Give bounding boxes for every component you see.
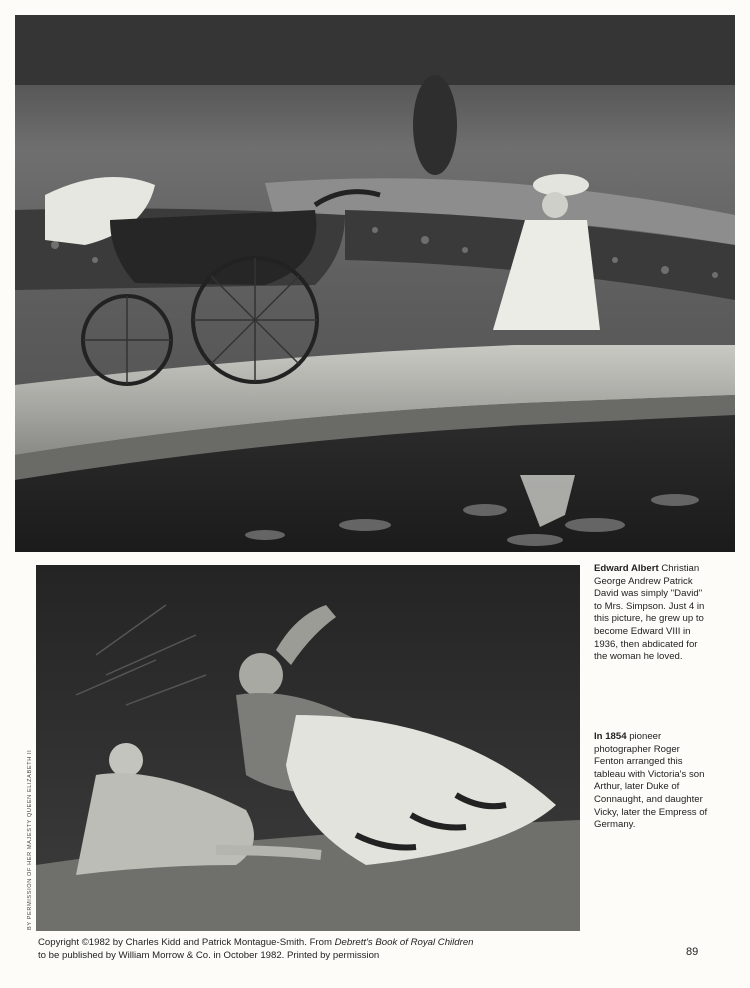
book-title: Debrett's Book of Royal Children [334,937,474,948]
copyright-after: to be published by William Morrow & Co. in October 1982. Printed by permission [38,949,380,961]
photo-credit: BY PERMISSION OF HER MAJESTY QUEEN ELIZABETH II [27,749,33,930]
caption-lead: In 1854 [594,731,627,742]
caption-text: pioneer photographer Roger Fenton arranged this tableau with Victoria's son Arthur, later Duke of Connaught, and daughter Vicky, later the Empress of Germany. [594,731,708,831]
caption-text: Christian George Andrew Patrick David was simply "David" to Mrs. Simpson. Just 4 in this picture, he grew up to become Edward VIII in 1936, then abdicated for the woman he loved. [594,563,705,663]
caption-fenton-1854 [594,731,708,832]
caption-edward-albert [594,563,706,664]
caption-lead: Edward Albert [594,563,659,574]
photo-fenton-tableau [36,565,580,931]
copyright-notice [38,937,598,962]
copyright-before: Copyright ©1982 by Charles Kidd and Patrick Montague-Smith. From [38,937,335,948]
page-number: 89 [686,946,699,958]
photo-edward-pram-pond [15,15,735,552]
